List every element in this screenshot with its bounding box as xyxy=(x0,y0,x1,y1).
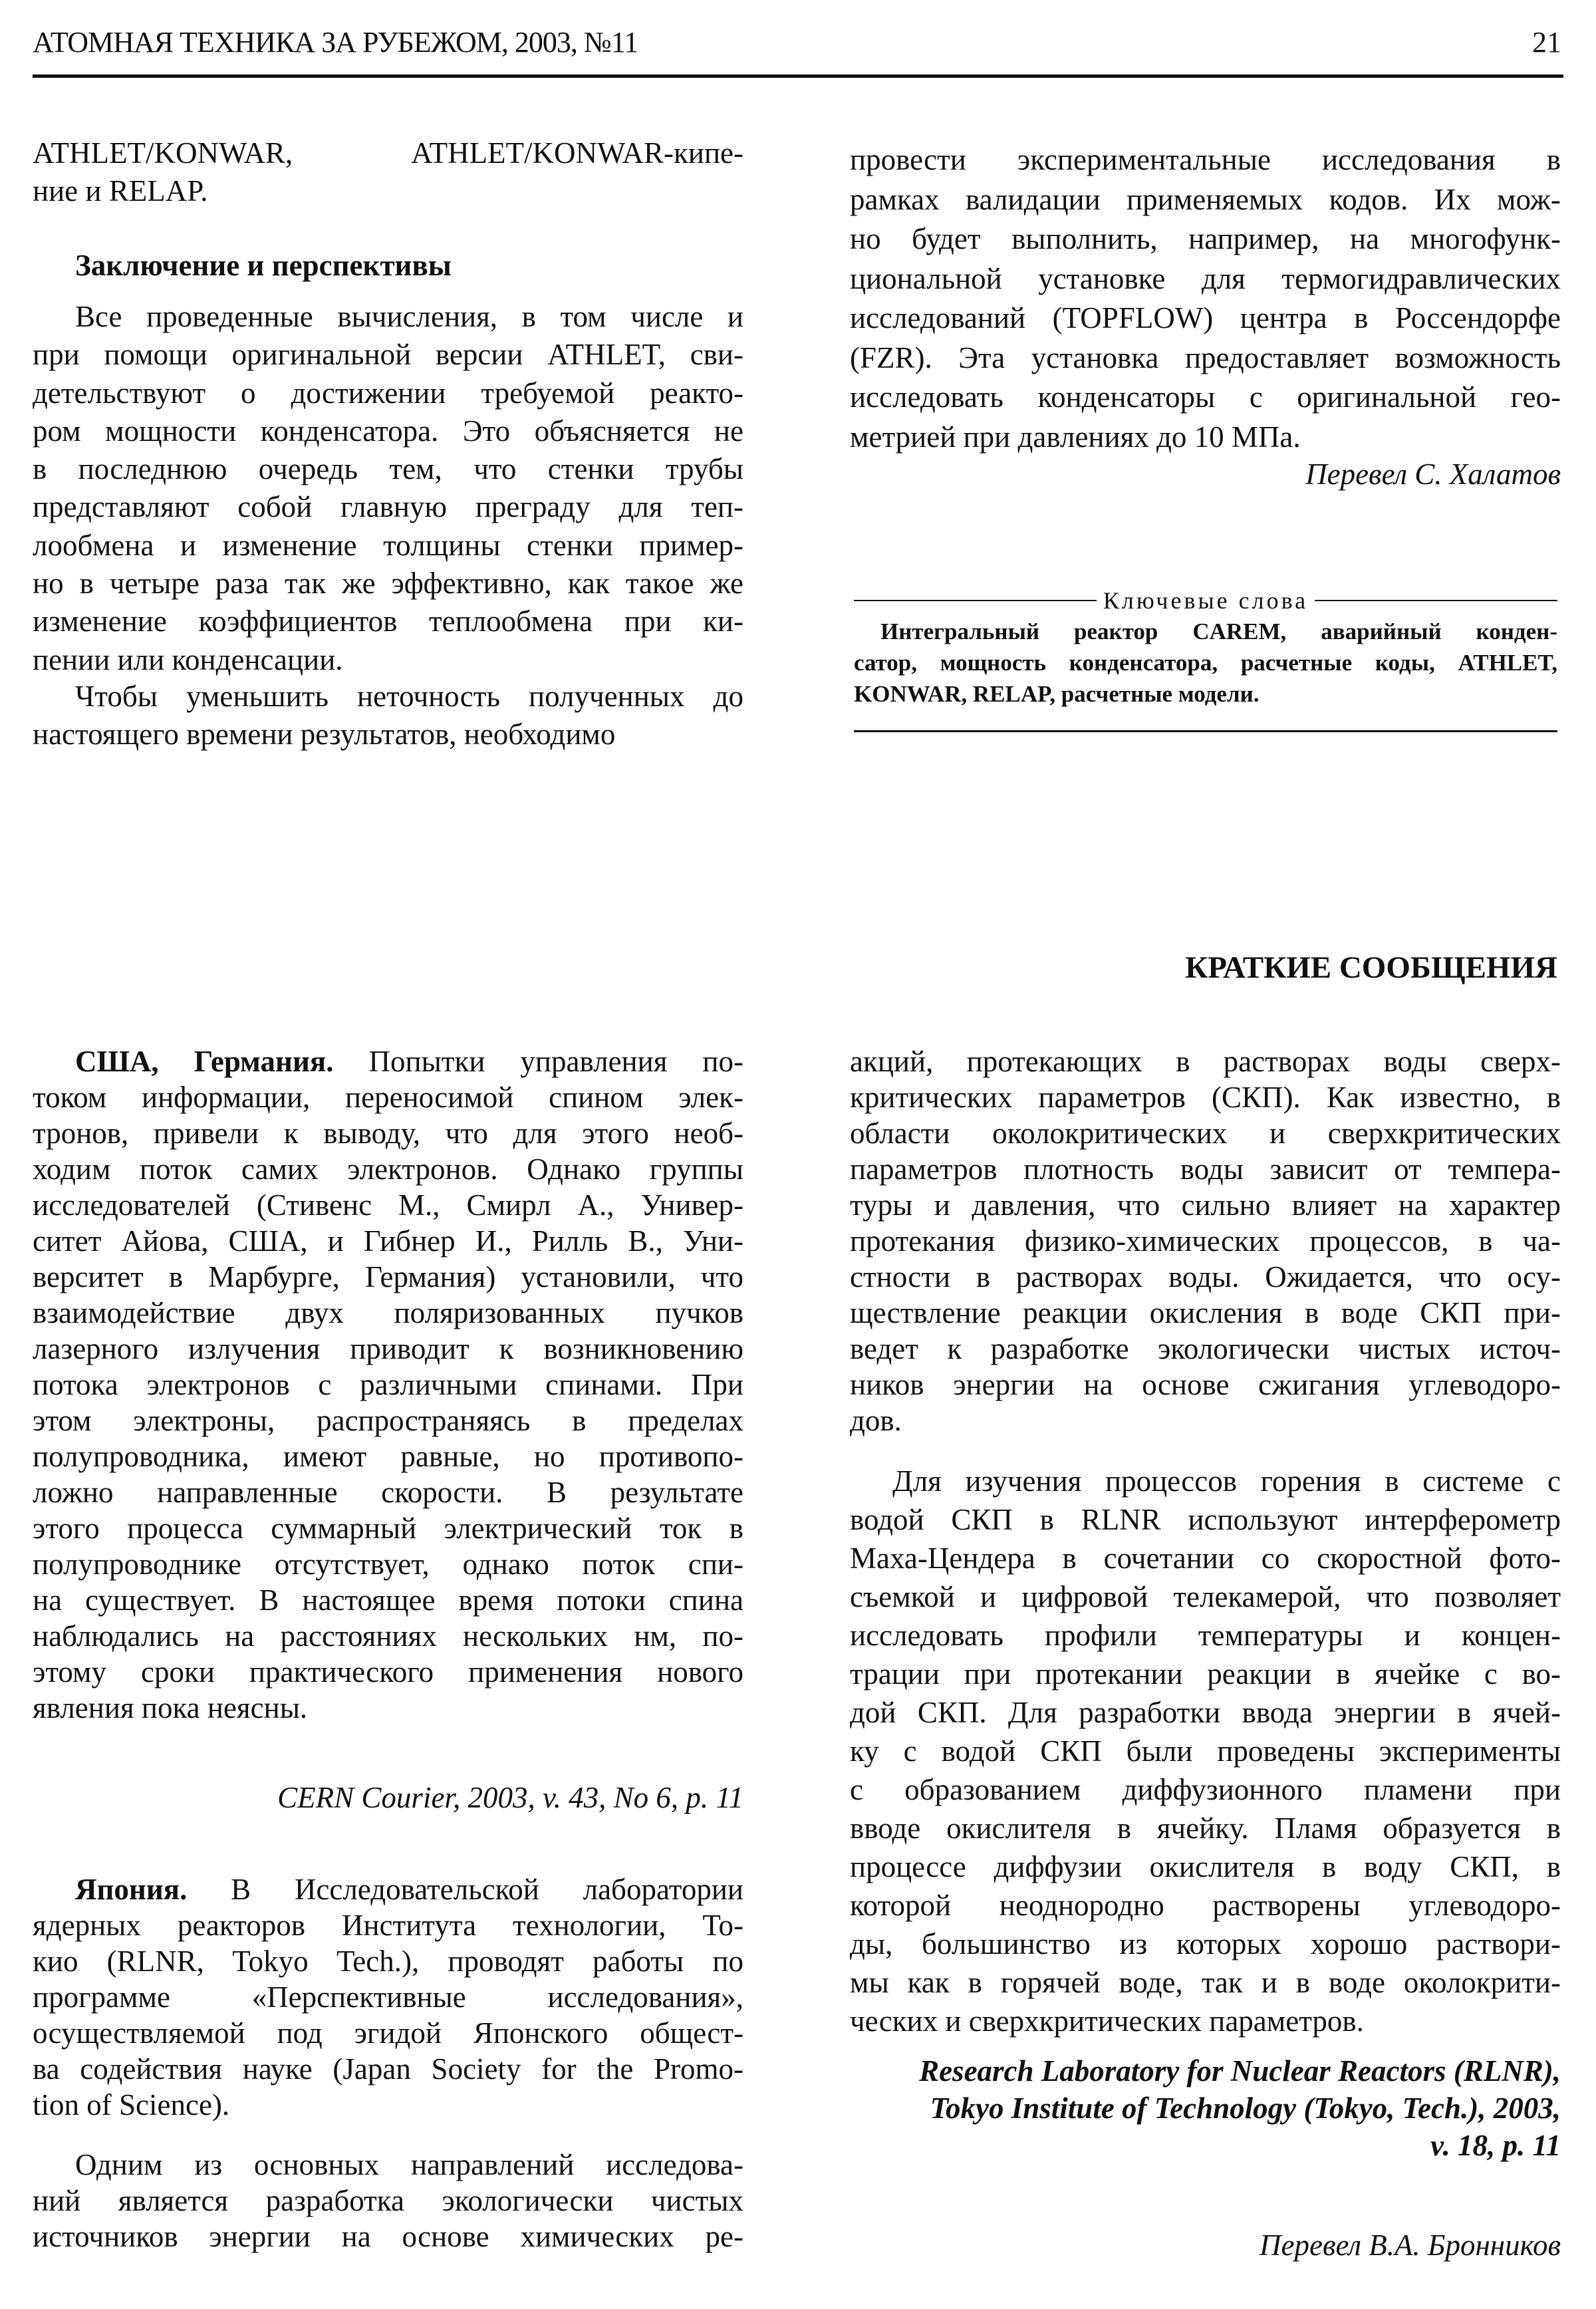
article-body xyxy=(33,1079,743,1726)
conclusion-paragraph-2 xyxy=(33,678,743,754)
text-line: циональной установке для термогидравлических xyxy=(850,261,1561,295)
text-line: лазерного излучения приводит к возникновению xyxy=(33,1332,743,1365)
intro-paragraph xyxy=(33,134,743,210)
translator-credit: Перевел В.А. Бронников xyxy=(1260,2229,1561,2262)
article-body xyxy=(33,1907,743,2123)
text-line: критических параметров (СКП). Как известно, в xyxy=(850,1081,1561,1114)
text-line: ников энергии на основе сжигания углеводоро- xyxy=(850,1368,1561,1401)
text-line: протекания физико-химических процессов, в ча- xyxy=(850,1224,1561,1258)
text-line: с образованием диффузионного пламени при xyxy=(850,1773,1561,1806)
text-line: ку с водой СКП были проведены эксперименты xyxy=(850,1734,1561,1768)
japan-paragraph-3 xyxy=(850,1043,1561,1438)
text-line: ром мощности конденсатора. Это объясняется не xyxy=(33,414,743,448)
text-line: KONWAR, RELAP, расчетные модели. xyxy=(854,681,1260,707)
journal-header: АТОМНАЯ ТЕХНИКА ЗА РУБЕЖОМ, 2003, №11 xyxy=(33,26,638,59)
text-line: при помощи оригинальной версии ATHLET, сви- xyxy=(33,338,743,372)
text-line: вводе окислителя в ячейку. Пламя образуется в xyxy=(850,1812,1561,1845)
text-line: метрией при давлениях до 10 МПа. xyxy=(850,420,1301,454)
text-line: ходим поток самих электронов. Однако группы xyxy=(33,1153,743,1186)
text-line: Интегральный реактор CAREM, аварийный конден- xyxy=(880,618,1557,644)
text-line: потока электронов с различными спинами. При xyxy=(33,1368,743,1401)
japan-paragraph-2 xyxy=(33,2147,743,2254)
text-line: этом электроны, распространяясь в пределах xyxy=(33,1404,743,1437)
text-line: ва содействия науке (Japan Society for the Promo- xyxy=(33,2052,743,2086)
text-line: но будет выполнить, например, на многофунк- xyxy=(850,222,1561,255)
text-line: исследований (TOPFLOW) центра в Россендорфе xyxy=(850,301,1561,335)
text-line: дов. xyxy=(850,1404,902,1437)
text-line: исследователей (Стивенс М., Смирл А., Универ- xyxy=(33,1188,743,1222)
text-line: tion of Science). xyxy=(33,2088,230,2121)
text-line: исследовать профили температуры и концен- xyxy=(850,1619,1561,1652)
text-line: ществление реакции окисления в воде СКП при- xyxy=(850,1296,1561,1329)
conclusion-paragraph-1 xyxy=(33,298,743,679)
line-text: В Исследовательской лаборатории xyxy=(187,1873,743,1906)
text-line: током информации, переносимой спином элек- xyxy=(33,1081,743,1114)
article-lead: США, Германия. xyxy=(75,1045,334,1078)
article-lead: Япония. xyxy=(75,1873,188,1906)
page-number: 21 xyxy=(1532,26,1561,59)
text-line: в последнюю очередь тем, что стенки трубы xyxy=(33,452,743,486)
text-line: ние и RELAP. xyxy=(33,174,208,207)
text-line: настоящего времени результатов, необходимо xyxy=(33,718,616,751)
japan-paragraph-4 xyxy=(850,1462,1561,2040)
text-line: параметров плотность воды зависит от темпера- xyxy=(850,1153,1561,1186)
text-line: ческих и сверхкритических параметров. xyxy=(850,2004,1364,2038)
text-line: представляют собой главную преграду для теп- xyxy=(33,490,743,524)
text-line: этого процесса суммарный электрический ток в xyxy=(33,1512,743,1545)
text-line: кио (RLNR, Tokyo Tech.), проводят работы по xyxy=(33,1945,743,1978)
article-first-line xyxy=(33,1871,743,1907)
text-line: акций, протекающих в растворах воды сверх- xyxy=(850,1045,1561,1078)
text-line: водой СКП в RLNR используют интерферометр xyxy=(850,1503,1561,1536)
text-line: дой СКП. Для разработки ввода энергии в ячей- xyxy=(850,1696,1561,1729)
section-heading: Заключение и перспективы xyxy=(75,249,452,282)
text-line: ядерных реакторов Института технологии, То- xyxy=(33,1909,743,1942)
japan-source xyxy=(850,2052,1561,2164)
text-line: явления пока неясны. xyxy=(33,1691,308,1724)
text-line: стности в растворах воды. Ожидается, что осу- xyxy=(850,1260,1561,1293)
text-line: ситет Айова, США, и Гибнер И., Рилль В., Уни- xyxy=(33,1224,743,1258)
section-title: КРАТКИЕ СООБЩЕНИЯ xyxy=(1185,950,1557,985)
text-line: Для изучения процессов горения в системе с xyxy=(892,1464,1561,1498)
text-line: полупроводнике отсутствует, однако поток спи- xyxy=(33,1548,743,1581)
text-line: Все проведенные вычисления, в том числе и xyxy=(75,300,743,333)
text-line: изменение коэффициентов теплообмена при ки- xyxy=(33,605,743,638)
keywords-rule xyxy=(854,730,1557,732)
source-line: v. 18, p. 11 xyxy=(1430,2129,1561,2162)
translator-credit: Перевел С. Халатов xyxy=(1305,458,1561,491)
text-line: сатор, мощность конденсатора, расчетные коды, ATHLET, xyxy=(854,650,1557,676)
text-line: на существует. В настоящее время потоки спина xyxy=(33,1583,743,1617)
text-line: съемкой и цифровой телекамерой, что позволяет xyxy=(850,1580,1561,1613)
keywords-list xyxy=(854,616,1557,710)
article-source: CERN Courier, 2003, v. 43, No 6, p. 11 xyxy=(277,1781,743,1814)
text-line: рамках валидации применяемых кодов. Их мож- xyxy=(850,182,1561,216)
text-line: ATHLET/KONWAR, ATHLET/KONWAR-кипе- xyxy=(33,136,743,170)
text-line: (FZR). Эта установка предоставляет возможность xyxy=(850,340,1561,374)
text-line: верситет в Марбурге, Германия) установили, что xyxy=(33,1260,743,1293)
text-line: наблюдались на расстояниях нескольких нм, по- xyxy=(33,1619,743,1653)
divider xyxy=(854,600,1097,601)
text-line: программе «Перспективные исследования», xyxy=(33,1980,743,2014)
source-line: Tokyo Institute of Technology (Tokyo, Tech.), 2003, xyxy=(930,2092,1561,2125)
text-line: ний является разработка экологически чистых xyxy=(33,2184,743,2217)
article-first-line xyxy=(33,1043,743,1079)
keywords-title: Ключевые слова xyxy=(1103,587,1309,614)
text-line: но в четыре раза так же эффективно, как такое же xyxy=(33,567,743,601)
text-line: источников энергии на основе химических ре- xyxy=(33,2220,743,2253)
text-line: процессе диффузии окислителя в воду СКП, в xyxy=(850,1850,1561,1883)
text-line: ды, большинство из которых хорошо раствори- xyxy=(850,1927,1561,1961)
text-line: детельствуют о достижении требуемой реакто- xyxy=(33,376,743,410)
text-line: Чтобы уменьшить неточность полученных до xyxy=(75,680,743,713)
japan-article xyxy=(33,1871,743,2123)
text-line: Маха-Цендера в сочетании со скоростной фото- xyxy=(850,1542,1561,1575)
text-line: мы как в горячей воде, так и в воде околокрити- xyxy=(850,1966,1561,1999)
text-line: ведет к разработке экологически чистых источ- xyxy=(850,1332,1561,1365)
line-text: Попытки управления по- xyxy=(333,1045,743,1078)
usa-germany-article xyxy=(33,1043,743,1726)
text-line: тронов, привели к выводу, что для этого необ- xyxy=(33,1117,743,1150)
text-line: ложно направленные скорости. В результате xyxy=(33,1476,743,1509)
keywords-block xyxy=(854,585,1557,710)
text-line: этому сроки практического применения нового xyxy=(33,1655,743,1689)
divider xyxy=(1315,600,1557,601)
text-line: лообмена и изменение толщины стенки пример- xyxy=(33,528,743,562)
text-line: взаимодействие двух поляризованных пучков xyxy=(33,1296,743,1329)
text-line: трации при протекании реакции в ячейке с во- xyxy=(850,1657,1561,1691)
text-line: осуществляемой под эгидой Японского общест- xyxy=(33,2016,743,2050)
text-line: провести экспериментальные исследования в xyxy=(850,143,1561,176)
conclusion-paragraph-continued xyxy=(850,140,1561,457)
source-line: Research Laboratory for Nuclear Reactors (RLNR), xyxy=(919,2054,1561,2088)
text-line: туры и давления, что сильно влияет на характер xyxy=(850,1188,1561,1222)
text-line: Одним из основных направлений исследова- xyxy=(75,2148,743,2181)
header-rule xyxy=(33,74,1563,78)
text-line: полупроводника, имеют равные, но противопо- xyxy=(33,1440,743,1473)
text-line: исследовать конденсаторы с оригинальной гео- xyxy=(850,380,1561,414)
text-line: области околокритических и сверхкритических xyxy=(850,1117,1561,1150)
text-line: которой неоднородно растворены углеводоро- xyxy=(850,1889,1561,1922)
text-line: пении или конденсации. xyxy=(33,642,343,676)
